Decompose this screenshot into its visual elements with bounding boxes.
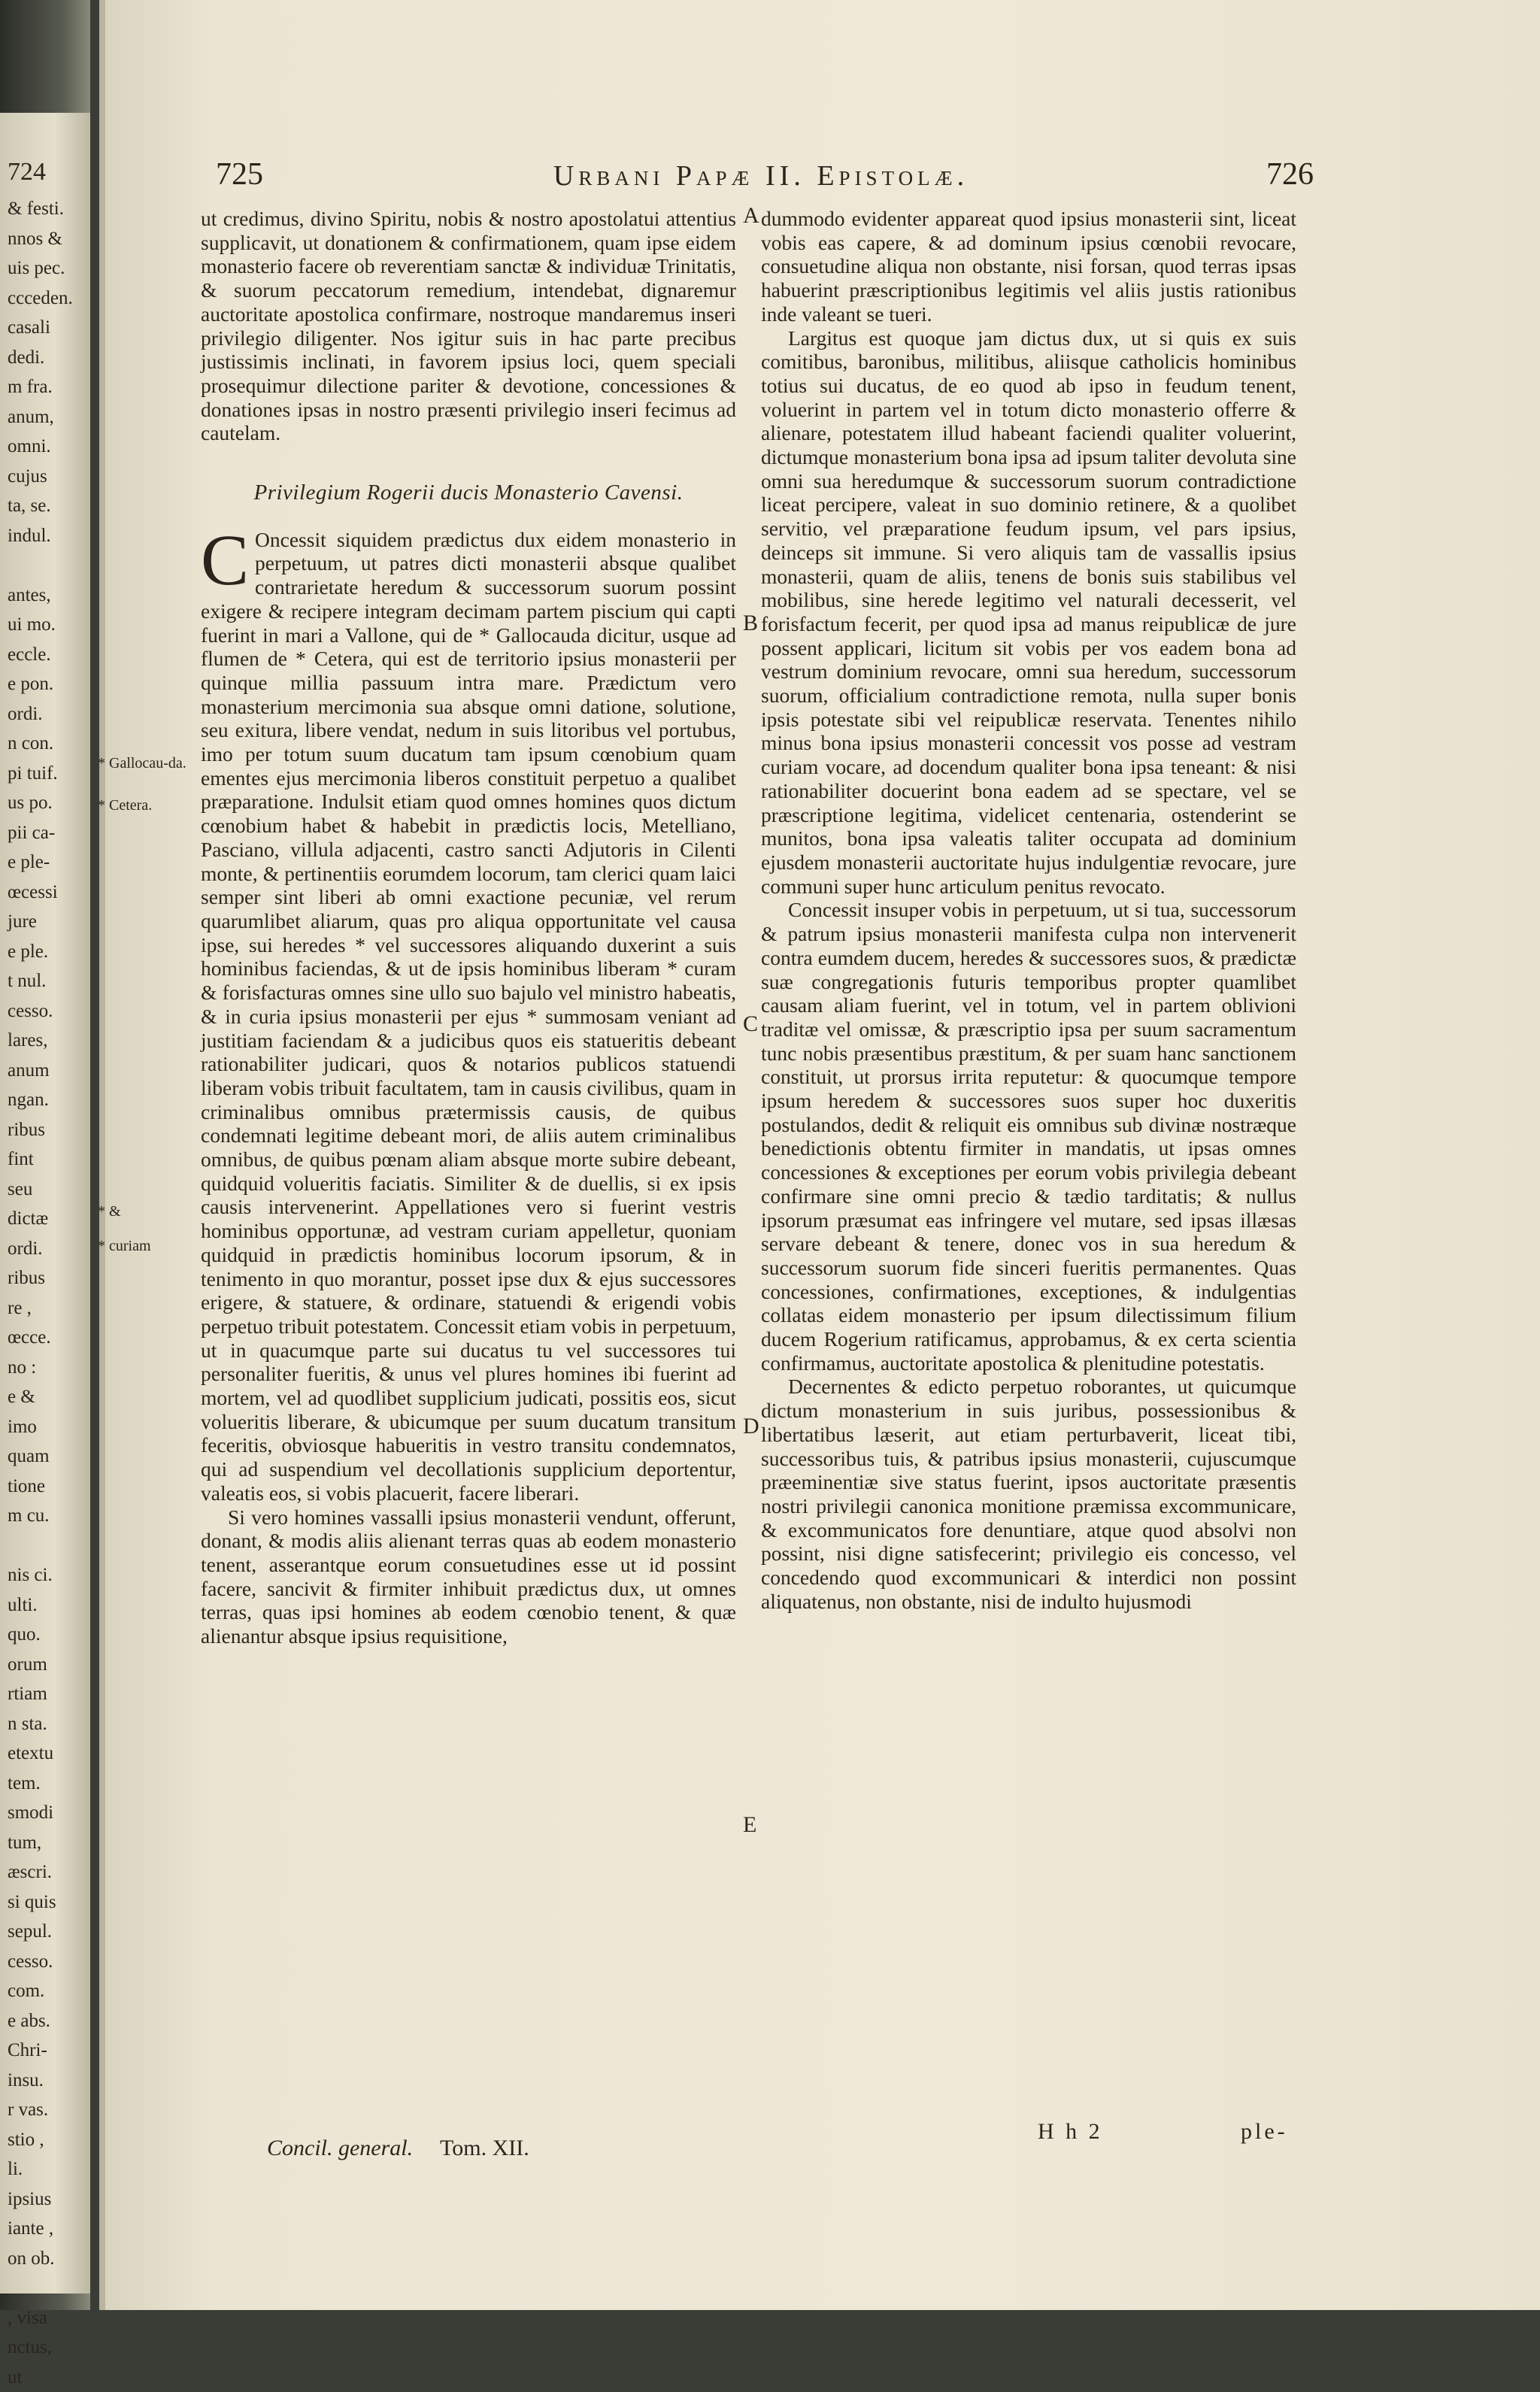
- catchword: ple-: [1241, 2119, 1288, 2145]
- previous-page-fragment: pi tuif.: [0, 759, 90, 789]
- previous-page-fragment: [0, 1531, 90, 1561]
- previous-page-fragment: e &: [0, 1382, 90, 1412]
- previous-page-fragment: orum: [0, 1650, 90, 1680]
- previous-page-edge: [0, 113, 90, 2293]
- right-page-number: 726: [1266, 156, 1314, 193]
- previous-page-fragment: re ,: [0, 1293, 90, 1323]
- previous-page-fragment: eccle.: [0, 640, 90, 670]
- previous-page-fragment: r vas.: [0, 2095, 90, 2125]
- previous-page-fragment: sepul.: [0, 1917, 90, 1947]
- previous-page-fragment: dictæ: [0, 1204, 90, 1234]
- previous-page-fragment: cujus: [0, 462, 90, 492]
- footer-source: Concil. general.: [267, 2136, 413, 2161]
- previous-page-fragment: tione: [0, 1472, 90, 1502]
- signature-mark: H h 2: [1038, 2119, 1103, 2145]
- previous-page-fragment: anum,: [0, 402, 90, 432]
- left-page-number: 725: [216, 156, 263, 193]
- previous-page-fragment: œcessi: [0, 878, 90, 908]
- right-paragraph-1: Largitus est quoque jam dictus dux, ut si quis ex suis comitibus, baronibus, militibus, aliisque catholicis hominibus totius sui ducatus, de eo quod ab ipso in feudum tenent, voluerint in partem vel in totum dicto monasterio offerre & alienare, potestatem illud habeant faciendi qualiter voluerint, dictumque monasterium bona ipsa ad ipsum taliter devoluta sine omni sua heredumque & successorum suorum contradictione liceat percipere, valeat in suo dominio retinere, & a quolibet servitio, vel præparatione feudum ipsum, vel pars ipsius, deinceps sit immune. Si vero aliquis tam de vassallis ipsius monasterii, quam de aliis, tenens de bonis suis stabilibus vel mobilibus, sine herede legitimo vel naturali decesserit, vel forisfactum fecerit, per quod ipsa ad manus reipublicæ de jure possent applicari, licitum sit vobis per vos eadem bona ad vestrum dominium revocare, omni sua heredum, successorum suorum, officialium contradictione remota, nulla super bonis ipsis potestate sibi vel reipublicæ reservata. Tenentes nihilo minus bona ipsius monasterii concessit vos posse ad vestram curiam vocare, ad docendum qualiter bona ipsa teneant: & nisi rationabiliter docuerint bona eadem ad se spectare, vel se præscriptione legitima, videlicet centenaria, ostenderint se munitos, bona ipsa valeatis taliter occupata ad dominium ejusdem monasterii auctoritate hujus indulgentiæ revocare, jure communi super hunc articulum penitus revocato.: [761, 326, 1296, 899]
- previous-page-fragment: iante ,: [0, 2214, 90, 2244]
- margin-letter-c: C: [743, 1011, 758, 1037]
- previous-page-fragment: uis pec.: [0, 253, 90, 283]
- right-paragraph-0: dummodo evidenter appareat quod ipsius monasterii sint, liceat vobis eas capere, & ad dominum ipsius cœnobii revocare, consuetudine aliqua non obstante, nisi forsan, quod terras ipsas habuerint præscriptionibus legitimis vel aliis justis rationibus inde valeant se tueri.: [761, 207, 1296, 326]
- section-heading: Privilegium Rogerii ducis Monasterio Cavensi.: [201, 481, 736, 505]
- right-column: [761, 207, 1296, 1613]
- drop-cap: C: [201, 531, 249, 590]
- previous-page-fragment: stio ,: [0, 2125, 90, 2155]
- previous-page-fragment: e ple-: [0, 847, 90, 878]
- running-title: Urbani Papæ II. Epistolæ.: [208, 159, 1314, 193]
- previous-page-fragment: æscri.: [0, 1857, 90, 1887]
- previous-page-fragment: & festi.: [0, 194, 90, 224]
- previous-page-fragment: ordi.: [0, 1234, 90, 1264]
- previous-page-fragment: indul.: [0, 521, 90, 551]
- privilege-text-1: Oncessit siquidem prædictus dux eidem monasterio in perpetuum, ut patres dicti monasterii absque qualibet contrarietate heredum & successorum suorum possint exigere & recipere integram decimam partem piscium qui capti fuerint in mari a Vallone, qui de * Gallocauda dicitur, usque ad flumen de * Cetera, qui est de territorio ipsius monasterii per quinque millia passuum intra mare. Prædictum vero monasterium mercimonia sua absque omni datione, solutione, seu exitura, libere vendat, nedum in suis litoribus vel portubus, imo per totum suum ducatum tam ipsum cœnobium quam ementes ejus mercimonia liberos constituit perpetuo a qualibet præparatione. Indulsit etiam quod omnes homines quos dictum cœnobium habet & habebit in prædictis locis, Metelliano, Pasciano, villula adjacenti, castro sancti Adjutoris in Cilenti monte, & pertinentiis eorumdem locorum, tam clerici quam laici semper sint liberi ab omni exactione pecuniæ, vel rerum quarumlibet aliarum, quas pro aliqua opportunitate vel causa ipse, sui heredes * vel successores aliquando duxerint a suis hominibus faciendas, & ut de ipsis hominibus liberam * curam & forisfacturas omnes sine ullo suo bajulo vel ministro habeatis, & in curia ipsius monasterii per ejus * summosam veniant ad justitiam faciendam & a judicibus quos eis statueritis debeant rationabiliter judicari, quos & notarios publicos statuendi liberam vobis tribuit facultatem, tam in causis civilibus, quam in criminalibus omnibus prætermissis causis, de quibus condemnati legitime debeant mori, de aliis autem criminalibus omnibus, de quibus pœnam aliam absque morte subire debeant, quidquid volueritis faciatis. Similiter & de duellis, si ex ipsis causis intervenerint. Appellationes vero si fuerint vestris hominibus opportunæ, ad vestram curiam appelletur, quoniam quidquid in prædictis hominibus locorum ipsorum, & in tenimento in quo morantur, posset ipse dux & ejus successores erigere, & statuere, & ordinare, statuendi & erigendi vobis perpetuo tribuit potestatem. Concessit etiam vobis in perpetuum, ut in quacumque parte sui ducatus tu vel successores tui personaliter fueritis, & unus vel plures homines ibi fuerint ad mortem, vel ad quodlibet supplicium judicati, possitis eos, sicut volueritis liberare, & ubicumque per suum ducatum transitum feceritis, obviosque habueritis in vestro transitu condemnatos, qui ad suspendium vel decollationis supplicium deportentur, valeatis eos, si vobis placuerit, facere liberari.: [201, 528, 736, 1505]
- margin-letter-b: B: [743, 611, 758, 636]
- previous-page-fragment: tem.: [0, 1769, 90, 1799]
- margin-letter-e: E: [743, 1812, 756, 1838]
- previous-page-fragment: casali: [0, 313, 90, 343]
- previous-page-fragment: m cu.: [0, 1501, 90, 1531]
- margin-note-3: * &: [98, 1203, 121, 1220]
- previous-page-fragment: œcce.: [0, 1323, 90, 1353]
- previous-page-fragment: n con.: [0, 729, 90, 759]
- previous-page-fragment: nis ci.: [0, 1560, 90, 1590]
- right-paragraph-2: Concessit insuper vobis in perpetuum, ut si tua, successorum & patrum ipsius monasterii manifesta culpa non intervenerit contra eumdem ducem, heredes & successores suos, & prædictæ suæ congregationis futuris temporibus propter quamlibet causam aliam fuerint, vel in totum, vel in partem oblivioni traditæ vel omissæ, & præscriptio ipsa per suum sacramentum tunc nobis præsentibus præstitum, & per suam hanc sanctionem constituit, ut prorsus irrita reputetur: & quocumque tempore ipsum heredem & successores suos super hoc duxeritis postulandos, dedit & reliquit eis omnibus sub divinæ nostræque benedictionis obtentu firmiter in mandatis, ut ipsas omnes concessiones & exceptiones per eorum vobis privilegia debeant confirmare sine omni precio & tædio tarditatis; & nullus ipsorum præsumat eas infringere vel mutare, sed ipsas illæsas servare debeant & tenere, donec vos in sua heredum & successorum suorum fide sinceri fueritis permanentes. Quas concessiones, confirmationes, exceptiones, & indulgentias collatas eidem monasterio per ipsum dilectissimum filium ducem Rogerium ratificamus, approbamus, & ex certa scientia confirmamus, auctoritate apostolica & plenitudine potestatis.: [761, 898, 1296, 1375]
- previous-page-fragment: t nul.: [0, 966, 90, 996]
- previous-page-fragment: fint: [0, 1144, 90, 1175]
- previous-page-fragment: on ob.: [0, 2244, 90, 2274]
- previous-page-fragment: ribus: [0, 1115, 90, 1145]
- margin-letter-d: D: [743, 1414, 759, 1439]
- right-paragraph-3: Decernentes & edicto perpetuo roborantes, ut quicumque dictum monasterium in suis juribus, possessionibus & libertatibus læserit, aut etiam perturbaverit, liceat tibi, successoribus tuis, & patribus ipsius monasterii, cujuscumque præeminentiæ sive status fuerint, ipsos auctoritate præsentis nostri privilegii canonica monitione præmissa excommunicare, & excommunicatos fore denuntiare, atque quod absolvi non possint, nisi digne satisfecerint; privilegio eis concesso, vel concedendo quod excommunicari & interdici non possint aliquatenus, non obstante, nisi de indulto hujusmodi: [761, 1375, 1296, 1613]
- previous-page-fragment: no :: [0, 1353, 90, 1383]
- margin-note-1: * Gallocau-da.: [98, 755, 186, 772]
- previous-page-fragment: cesso.: [0, 996, 90, 1026]
- intro-paragraph: ut credimus, divino Spiritu, nobis & nostro apostolatui attentius supplicavit, ut donationem & confirmationem, quam ipse eidem monasterio facere ob reverentiam sanctæ & individuæ Trinitatis, & suorum peccatorum remedium, intendebat, dignaremur auctoritate apostolica confirmare, nostroque mandaremus inseri privilegio diligenter. Nos igitur suis in hac parte precibus justissimis inclinati, in favorem ipsius loci, quem speciali prosequimur dilectione pariter & devotione, concessiones & donationes ipsas in nostro præsenti privilegio inseri fecimus ad cautelam.: [201, 207, 736, 445]
- page-header: [208, 156, 1314, 202]
- previous-page-fragment: insu.: [0, 2066, 90, 2096]
- margin-note-2: * Cetera.: [98, 797, 152, 814]
- previous-page-fragment: Chri-: [0, 2036, 90, 2066]
- previous-page-fragment: lares,: [0, 1026, 90, 1056]
- previous-page-fragments: [0, 194, 90, 2392]
- previous-page-fragment: n sta.: [0, 1709, 90, 1739]
- margin-note-4: * curiam: [98, 1238, 151, 1255]
- previous-page-fragment: e pon.: [0, 669, 90, 699]
- previous-page-fragment: ut: [0, 2363, 90, 2392]
- privilege-paragraph-1: [201, 528, 736, 1505]
- previous-page-fragment: anum: [0, 1056, 90, 1086]
- previous-page-fragment: us po.: [0, 788, 90, 818]
- previous-page-fragment: antes,: [0, 581, 90, 611]
- previous-page-fragment: [0, 550, 90, 581]
- previous-page-fragment: ta, se.: [0, 491, 90, 521]
- previous-page-fragment: li.: [0, 2154, 90, 2184]
- previous-page-fragment: nctus,: [0, 2333, 90, 2363]
- previous-page-fragment: com.: [0, 1976, 90, 2006]
- previous-page-fragment: pii ca-: [0, 818, 90, 848]
- previous-page-number: 724: [0, 113, 90, 194]
- previous-page-fragment: [0, 2273, 90, 2303]
- previous-page-fragment: smodi: [0, 1798, 90, 1828]
- previous-page-fragment: nnos &: [0, 224, 90, 254]
- previous-page-fragment: ribus: [0, 1263, 90, 1293]
- previous-page-fragment: si quis: [0, 1887, 90, 1918]
- previous-page-fragment: omni.: [0, 432, 90, 462]
- previous-page-fragment: tum,: [0, 1828, 90, 1858]
- previous-page-fragment: cesso.: [0, 1947, 90, 1977]
- previous-page-fragment: , visa: [0, 2303, 90, 2333]
- previous-page-fragment: ulti.: [0, 1590, 90, 1620]
- previous-page-fragment: m fra.: [0, 372, 90, 402]
- previous-page-fragment: e abs.: [0, 2006, 90, 2036]
- previous-page-fragment: ngan.: [0, 1085, 90, 1115]
- left-column: [201, 207, 736, 1648]
- previous-page-fragment: rtiam: [0, 1679, 90, 1709]
- previous-page-fragment: ccceden.: [0, 283, 90, 314]
- previous-page-fragment: imo: [0, 1412, 90, 1442]
- previous-page-fragment: ui mo.: [0, 610, 90, 640]
- previous-page-fragment: etextu: [0, 1739, 90, 1769]
- previous-page-fragment: jure: [0, 907, 90, 937]
- previous-page-fragment: seu: [0, 1175, 90, 1205]
- previous-page-fragment: ipsius: [0, 2184, 90, 2215]
- previous-page-fragment: e ple.: [0, 937, 90, 967]
- previous-page-fragment: dedi.: [0, 343, 90, 373]
- privilege-paragraph-2: Si vero homines vassalli ipsius monasterii vendunt, offerunt, donant, & modis aliis alienant terras quas ab eodem monasterio tenent, asserantque eorum consuetudines esse ut id possint facere, sancivit & firmiter inhibuit prædictus dux, ut omnes terras, quas ipsi homines ab eodem cœnobio tenent, & quæ alienantur absque ipsius requisitione,: [201, 1505, 736, 1648]
- previous-page-fragment: ordi.: [0, 699, 90, 729]
- gutter: [99, 0, 105, 2310]
- previous-page-fragment: quam: [0, 1442, 90, 1472]
- previous-page-fragment: quo.: [0, 1620, 90, 1650]
- footer-volume: Tom. XII.: [440, 2136, 529, 2161]
- margin-letter-a: A: [743, 203, 759, 229]
